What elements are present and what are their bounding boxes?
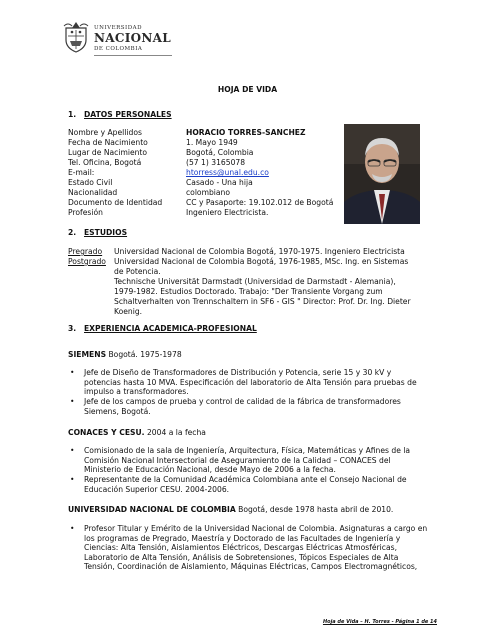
bullet-line: los programas de Pregrado, Maestría y Doctorado de las Facultades de Ingeniería y xyxy=(84,533,401,543)
employer-detail: 2004 a la fecha xyxy=(144,428,206,437)
study-value: 1979-1982. Estudios Doctorado. Trabajo: "Der Transiente Vorgang zum xyxy=(114,287,383,296)
bullet-line: Educación Superior CESU. 2004-2006. xyxy=(84,484,230,494)
section-personal-heading xyxy=(68,110,172,119)
section-label: ESTUDIOS xyxy=(84,228,128,237)
row-key: Nacionalidad xyxy=(68,188,118,197)
document-title: HOJA DE VIDA xyxy=(217,85,278,94)
employer-name: UNIVERSIDAD NACIONAL DE COLOMBIA xyxy=(68,505,236,514)
row-value: CC y Pasaporte: 19.102.012 de Bogotá xyxy=(186,198,334,207)
crest-icon xyxy=(62,20,90,54)
row-key: Fecha de Nacimiento xyxy=(68,138,148,147)
bullet-line: Comisionado de la sala de Ingeniería, Arquitectura, Física, Matemáticas y Afines de la xyxy=(84,446,411,455)
section-number: 1. xyxy=(68,110,77,119)
study-value: Universidad Nacional de Colombia Bogotá, 1976-1985, MSc. Ing. en Sistemas xyxy=(114,257,409,266)
bullet-glyph: • xyxy=(70,446,75,455)
study-value: de Potencia. xyxy=(114,267,161,276)
employer-detail: Bogotá, desde 1978 hasta abril de 2010. xyxy=(235,505,394,514)
bullet-line: Laboratorio de Alta Tensión, Análisis de Sobretensiones, Tópicos Especiales de Alta xyxy=(84,552,399,562)
study-value: Schaltverhalten von Trennschaltern in SF6 - GIS " Director: Prof. Dr. Ing. Dieter xyxy=(114,297,411,306)
employer-detail: Bogotá. 1975-1978 xyxy=(106,350,182,359)
section-number: 2. xyxy=(68,228,77,237)
row-value: colombiano xyxy=(186,188,231,197)
row-key: Estado Civil xyxy=(68,178,113,187)
row-key: E-mail: xyxy=(68,168,95,177)
bullet-glyph: • xyxy=(70,397,75,406)
logo-line-1: UNIVERSIDAD xyxy=(94,25,142,31)
section-label: DATOS PERSONALES xyxy=(84,110,172,119)
university-logo xyxy=(62,20,192,66)
row-value: Casado - Una hija xyxy=(186,178,253,187)
row-value: Bogotá, Colombia xyxy=(186,148,254,157)
page-footer: Hoja de Vida – H. Torres - Página 1 de 14 xyxy=(322,619,437,625)
bullet-glyph: • xyxy=(70,368,75,377)
bullet-line: Comisión Nacional Intersectorial de Aseguramiento de la Calidad – CONACES del xyxy=(84,455,391,465)
bullet-line: Ministerio de Educación Nacional, desde Mayo de 2006 a la fecha. xyxy=(84,465,336,475)
bullet-line: Profesor Titular y Emérito de la Universidad Nacional de Colombia. Asignaturas a cargo en xyxy=(84,524,428,533)
employer-name: SIEMENS xyxy=(68,350,107,359)
section-experience-heading xyxy=(68,324,257,333)
bullet-line: potencias hasta 10 MVA. Especificación del laboratorio de Alta Tensión para pruebas de xyxy=(84,377,417,387)
bullet-glyph: • xyxy=(70,524,75,533)
bullet-line: Siemens, Bogotá. xyxy=(84,406,151,416)
row-key: Nombre y Apellidos xyxy=(68,128,142,137)
bullet-line: Jefe de los campos de prueba y control de calidad de la fábrica de transformadores xyxy=(84,397,401,406)
study-label: Postgrado xyxy=(68,257,106,266)
bullet-line: Jefe de Diseño de Transformadores de Distribución y Potencia, serie 15 y 30 kV y xyxy=(84,368,392,377)
row-key: Documento de Identidad xyxy=(68,198,163,207)
employer-name: CONACES Y CESU. xyxy=(68,428,145,437)
row-key: Profesión xyxy=(68,208,103,217)
logo-line-2: NACIONAL xyxy=(94,31,172,45)
employer-unal xyxy=(68,505,432,515)
bullet-line: Ciencias: Alta Tensión, Aislamientos Eléctricos, Descargas Eléctricas Atmosféricas, xyxy=(84,543,397,553)
section-label: EXPERIENCIA ACADEMICA-PROFESIONAL xyxy=(84,324,257,333)
study-value: Koenig. xyxy=(114,307,143,316)
row-value: (57 1) 3165078 xyxy=(186,158,246,167)
study-value: Technische Universität Darmstadt (Universidad de Darmstadt - Alemania), xyxy=(114,277,396,286)
bullet-line: Tensión, Coordinación de Aislamiento, Máquinas Eléctricas, Campos Electromagnéticos, xyxy=(84,562,418,572)
employer-conaces xyxy=(68,428,432,438)
row-key: Lugar de Nacimiento xyxy=(68,148,148,157)
logo-line-3: DE COLOMBIA xyxy=(94,46,143,52)
employer-siemens xyxy=(68,350,432,360)
bullet-line: impulso a transformadores. xyxy=(84,387,189,397)
section-number: 3. xyxy=(68,324,77,333)
email-link[interactable]: htorress@unal.edu.co xyxy=(186,168,269,177)
row-value: HORACIO TORRES-SANCHEZ xyxy=(186,128,306,137)
row-value: 1. Mayo 1949 xyxy=(186,138,238,147)
row-value: Ingeniero Electricista. xyxy=(186,208,269,217)
row-key: Tel. Oficina, Bogotá xyxy=(68,158,142,167)
study-label: Pregrado xyxy=(68,247,103,256)
study-value: Universidad Nacional de Colombia Bogotá, 1970-1975. Ingeniero Electricista xyxy=(114,247,405,256)
bullet-line: Representante de la Comunidad Académica Colombiana ante el Consejo Nacional de xyxy=(84,475,407,484)
section-studies-heading xyxy=(68,228,127,237)
portrait-photo xyxy=(344,124,420,224)
bullet-glyph: • xyxy=(70,475,75,484)
logo-rule xyxy=(94,55,172,56)
